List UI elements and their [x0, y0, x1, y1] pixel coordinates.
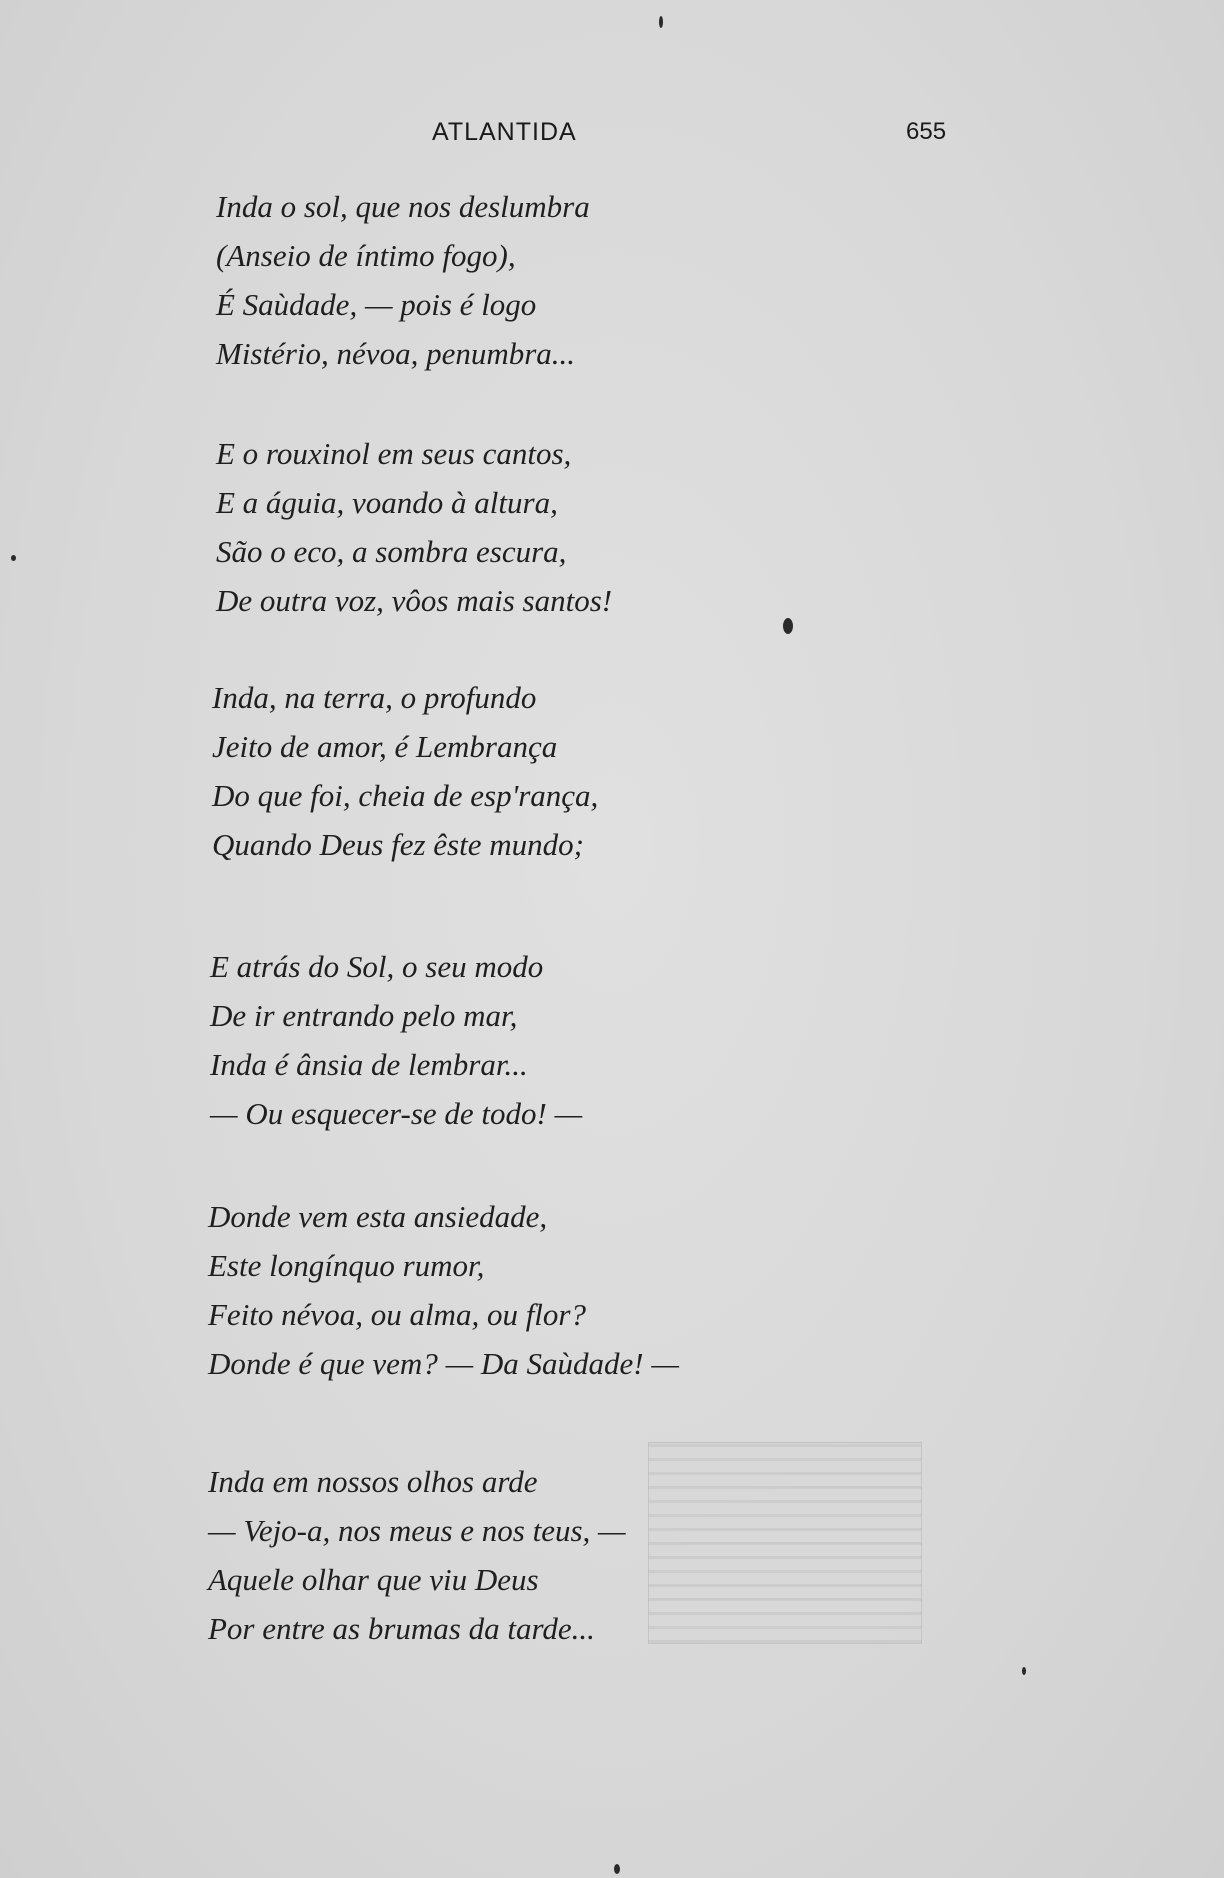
verse-line: Feito névoa, ou alma, ou flor? [208, 1297, 586, 1332]
running-title: ATLANTIDA [432, 118, 577, 146]
page-header [0, 118, 1224, 158]
verse-line: Donde é que vem? — Da Saùdade! — [208, 1346, 679, 1381]
verse-line: De outra voz, vôos mais santos! [216, 583, 613, 618]
ink-speck [614, 1864, 620, 1874]
verse-line: E a águia, voando à altura, [216, 485, 558, 520]
verse-line: São o eco, a sombra escura, [216, 534, 567, 569]
verse-line: Do que foi, cheia de esp'rança, [212, 778, 599, 813]
ink-speck [783, 618, 793, 634]
stanza-5 [208, 1192, 679, 1388]
verse-line: Inda, na terra, o profundo [212, 680, 537, 715]
verse-line: Aquele olhar que viu Deus [208, 1562, 539, 1597]
verse-line: Por entre as brumas da tarde... [208, 1611, 595, 1646]
verse-line: E atrás do Sol, o seu modo [210, 949, 544, 984]
stanza-4 [210, 942, 582, 1138]
verse-line: É Saùdade, — pois é logo [216, 287, 537, 322]
pasted-slip [648, 1442, 922, 1644]
stanza-1 [216, 182, 590, 378]
stanza-3 [212, 673, 598, 869]
stanza-6 [208, 1457, 626, 1653]
verse-line: Mistério, névoa, penumbra... [216, 336, 576, 371]
ink-speck [659, 16, 663, 28]
verse-line: Inda é ânsia de lembrar... [210, 1047, 528, 1082]
verse-line: (Anseio de íntimo fogo), [216, 238, 516, 273]
verse-line: E o rouxinol em seus cantos, [216, 436, 572, 471]
ink-speck [1022, 1667, 1026, 1675]
ink-speck [11, 555, 16, 561]
page-number: 655 [906, 118, 947, 145]
verse-line: Inda em nossos olhos arde [208, 1464, 538, 1499]
verse-line: De ir entrando pelo mar, [210, 998, 518, 1033]
verse-line: Inda o sol, que nos deslumbra [216, 189, 590, 224]
verse-line: Jeito de amor, é Lembrança [212, 729, 558, 764]
verse-line: Quando Deus fez êste mundo; [212, 827, 584, 862]
verse-line: Donde vem esta ansiedade, [208, 1199, 548, 1234]
stanza-2 [216, 429, 612, 625]
verse-line: Este longínquo rumor, [208, 1248, 485, 1283]
verse-line: — Vejo-a, nos meus e nos teus, — [208, 1513, 626, 1548]
verse-line: — Ou esquecer-se de todo! — [210, 1096, 583, 1131]
